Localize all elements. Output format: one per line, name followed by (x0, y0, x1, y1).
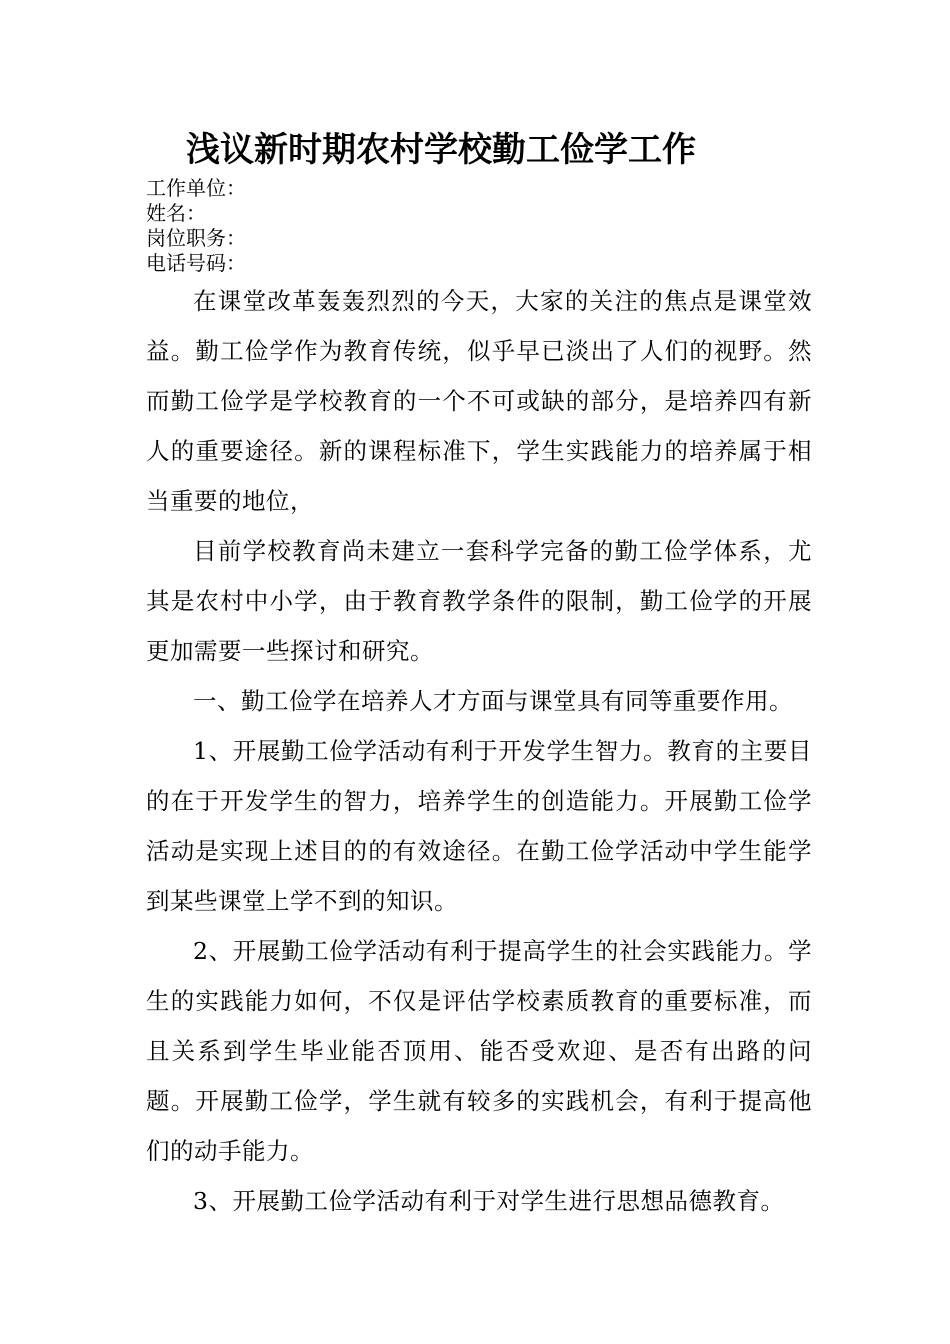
paragraph-intro: 在课堂改革轰轰烈烈的今天，大家的关注的焦点是课堂效益。勤工俭学作为教育传统，似乎早已淡出了人们的视野。然而勤工俭学是学校教育的一个不可或缺的部分，是培养四有新人的重要途径。新的课程标准下，学生实践能力的培养属于相当重要的地位， (146, 287, 812, 515)
work-unit-label: 工作单位： (146, 176, 246, 200)
paragraph-point-3: 3、开展勤工俭学活动有利于对学生进行思想品德教育。 (193, 1187, 785, 1215)
phone-label: 电话号码： (146, 251, 246, 275)
author-info-block (146, 176, 546, 276)
section-heading-1: 一、勤工俭学在培养人才方面与课堂具有同等重要作用。 (193, 687, 793, 715)
paragraph-current-state: 目前学校教育尚未建立一套科学完备的勤工俭学体系，尤其是农村中小学，由于教育教学条件的限制，勤工俭学的开展更加需要一些探讨和研究。 (146, 537, 812, 665)
paragraph-point-2: 2、开展勤工俭学活动有利于提高学生的社会实践能力。学生的实践能力如何，不仅是评估学校素质教育的重要标准，而且关系到学生毕业能否顶用、能否受欢迎、是否有出路的问题。开展勤工俭学，学生就有较多的实践机会，有利于提高他们的动手能力。 (146, 937, 812, 1165)
document-body (146, 276, 812, 1226)
position-label: 岗位职务： (146, 226, 246, 250)
document-title: 浅议新时期农村学校勤工俭学工作 (186, 130, 696, 170)
paragraph-point-1: 1、开展勤工俭学活动有利于开发学生智力。教育的主要目的在于开发学生的智力，培养学生的创造能力。开展勤工俭学活动是实现上述目的的有效途径。在勤工俭学活动中学生能学到某些课堂上学不到的知识。 (146, 737, 812, 915)
name-label: 姓名： (146, 201, 206, 225)
